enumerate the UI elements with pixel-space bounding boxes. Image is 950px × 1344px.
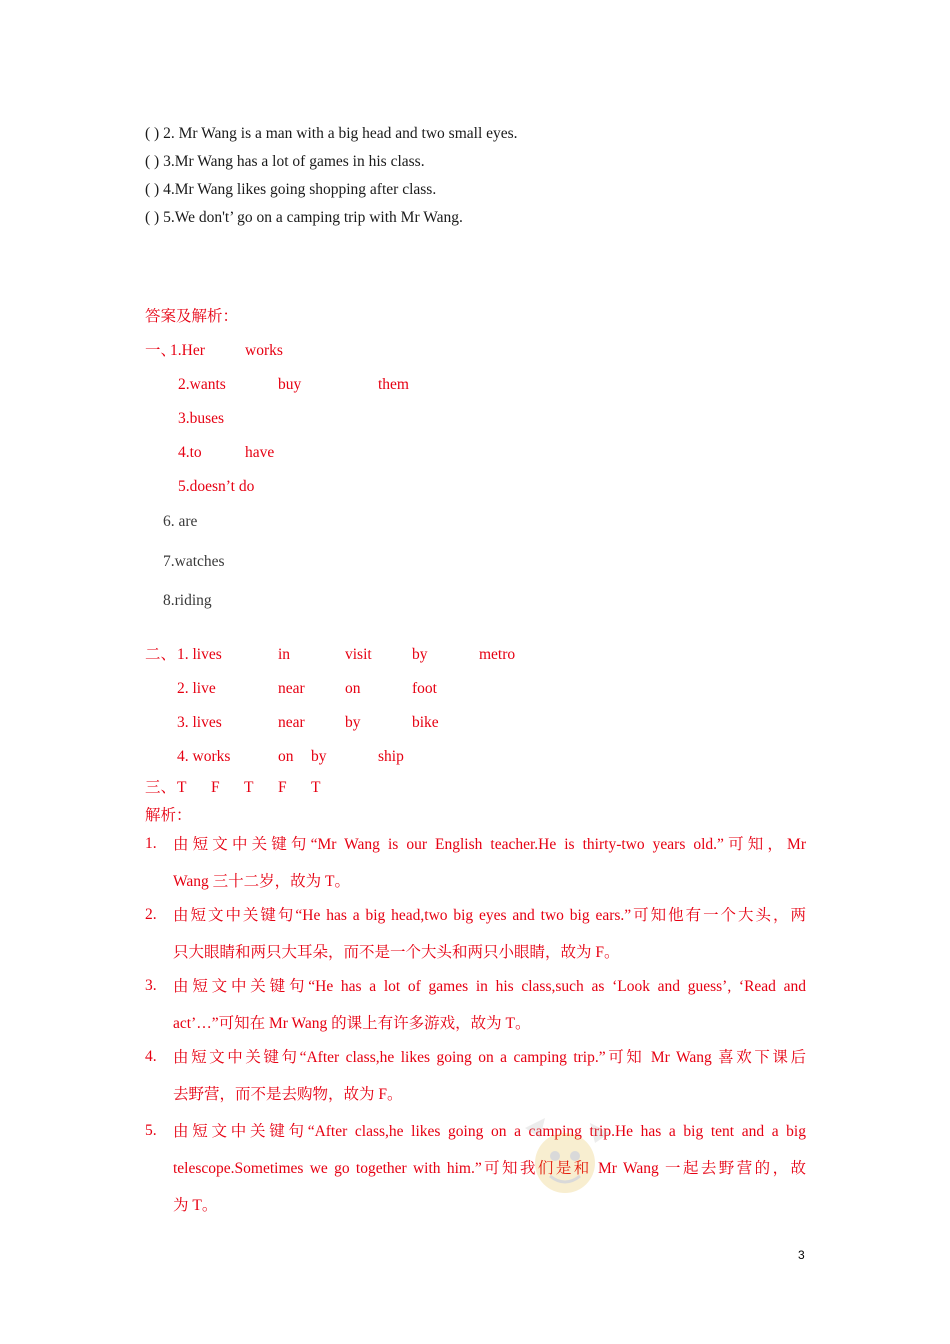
question-bracket: ( ) <box>145 181 160 198</box>
s2-r4-c4: ship <box>378 748 404 765</box>
s2-r2-c2: near <box>278 680 305 697</box>
watermark-logo-icon <box>505 1108 625 1218</box>
analysis-1-line-1: 由短文中关键句“Mr Wang is our English teacher.He is thirty-two years old.”可知，Mr <box>173 836 806 853</box>
question-text: 2. Mr Wang is a man with a big head and two small eyes. <box>163 125 518 142</box>
s2-r3-c3: by <box>345 714 361 731</box>
question-text: 5.We don't’ go on a camping trip with Mr Wang. <box>163 209 463 226</box>
analysis-item-5 <box>173 1122 806 1233</box>
s3-answer-3: T <box>244 779 254 796</box>
analysis-num-3: 3. <box>145 977 157 994</box>
question-4 <box>145 180 436 200</box>
analysis-5-line-1: 由短文中关键句“After class,he likes going on a camping trip.He has a big tent and a big <box>173 1123 806 1140</box>
s2-r3-c1: 3. lives <box>177 714 222 731</box>
s1-r2-c2: buy <box>278 376 302 393</box>
analysis-title: 解析： <box>145 807 192 824</box>
analysis-2-line-2: 只大眼睛和两只大耳朵，而不是一个大头和两只小眼睛，故为 F。 <box>173 944 620 961</box>
s2-r1-c4: by <box>412 646 428 663</box>
analysis-2-line-1: 由短文中关键句“He has a big head,two big eyes and two big ears.”可知他有一个大头，两 <box>173 907 806 924</box>
question-2 <box>145 124 518 144</box>
s1-r2-c3: them <box>378 376 409 393</box>
section3-label: 三、 <box>145 779 177 796</box>
s2-r1-c1: 1. lives <box>177 646 222 663</box>
s1-extra-8: 8.riding <box>163 592 212 609</box>
s1-extra-7: 7.watches <box>163 553 225 570</box>
analysis-5-line-2: telescope.Sometimes we go together with him.”可知我们是和 Mr Wang 一起去野营的，故 <box>173 1160 806 1177</box>
s2-r2-c1: 2. live <box>177 680 216 697</box>
s1-r5-c1: 5.doesn’t do <box>178 478 255 495</box>
s3-answer-4: F <box>278 779 287 796</box>
section2-label: 二、 <box>145 646 177 663</box>
s2-r3-c2: near <box>278 714 305 731</box>
s2-r1-c2: in <box>278 646 291 663</box>
s1-r1-c2: works <box>245 342 283 359</box>
page-number: 3 <box>798 1248 805 1262</box>
analysis-num-1: 1. <box>145 835 157 852</box>
s2-r4-c2: on <box>278 748 294 765</box>
s2-r4-c1: 4. works <box>177 748 231 765</box>
question-text: 3.Mr Wang has a lot of games in his class. <box>163 153 425 170</box>
s2-r2-c4: foot <box>412 680 437 697</box>
question-bracket: ( ) <box>145 125 160 142</box>
section1-label: 一、 <box>145 342 177 359</box>
question-3 <box>145 152 425 172</box>
analysis-3-line-1: 由短文中关键句“He has a lot of games in his class,such as ‘Look and guess’, ‘Read and <box>173 978 806 995</box>
analysis-num-4: 4. <box>145 1048 157 1065</box>
analysis-num-5: 5. <box>145 1122 157 1139</box>
question-text: 4.Mr Wang likes going shopping after class. <box>163 181 437 198</box>
analysis-1-line-2: Wang 三十二岁，故为 T。 <box>173 873 350 890</box>
s1-r1-c1: 1.Her <box>170 342 205 359</box>
s2-r1-c5: metro <box>479 646 516 663</box>
s2-r1-c3: visit <box>345 646 372 663</box>
analysis-4-line-2: 去野营，而不是去购物，故为 F。 <box>173 1086 403 1103</box>
s1-r2-c1: 2.wants <box>178 376 226 393</box>
s2-r3-c4: bike <box>412 714 439 731</box>
analysis-item-1 <box>173 835 806 909</box>
question-bracket: ( ) <box>145 153 160 170</box>
analysis-item-4 <box>173 1048 806 1122</box>
s1-r4-c2: have <box>245 444 275 461</box>
s3-answer-5: T <box>311 779 321 796</box>
analysis-item-3 <box>173 977 806 1051</box>
analysis-4-line-1: 由短文中关键句“After class,he likes going on a camping trip.”可知 Mr Wang 喜欢下课后 <box>173 1049 806 1066</box>
analysis-item-2 <box>173 906 806 980</box>
s3-answer-1: T <box>177 779 187 796</box>
s2-r4-c3: by <box>311 748 327 765</box>
question-bracket: ( ) <box>145 209 160 226</box>
s1-r3-c1: 3.buses <box>178 410 225 427</box>
question-5 <box>145 208 463 228</box>
s1-r4-c1: 4.to <box>178 444 202 461</box>
s1-extra-6: 6. are <box>163 513 198 530</box>
answers-title: 答案及解析： <box>145 308 239 325</box>
analysis-5-line-3: 为 T。 <box>173 1197 218 1214</box>
s3-answer-2: F <box>211 779 220 796</box>
analysis-num-2: 2. <box>145 906 157 923</box>
analysis-3-line-2: act’…”可知在 Mr Wang 的课上有许多游戏，故为 T。 <box>173 1015 531 1032</box>
s2-r2-c3: on <box>345 680 361 697</box>
